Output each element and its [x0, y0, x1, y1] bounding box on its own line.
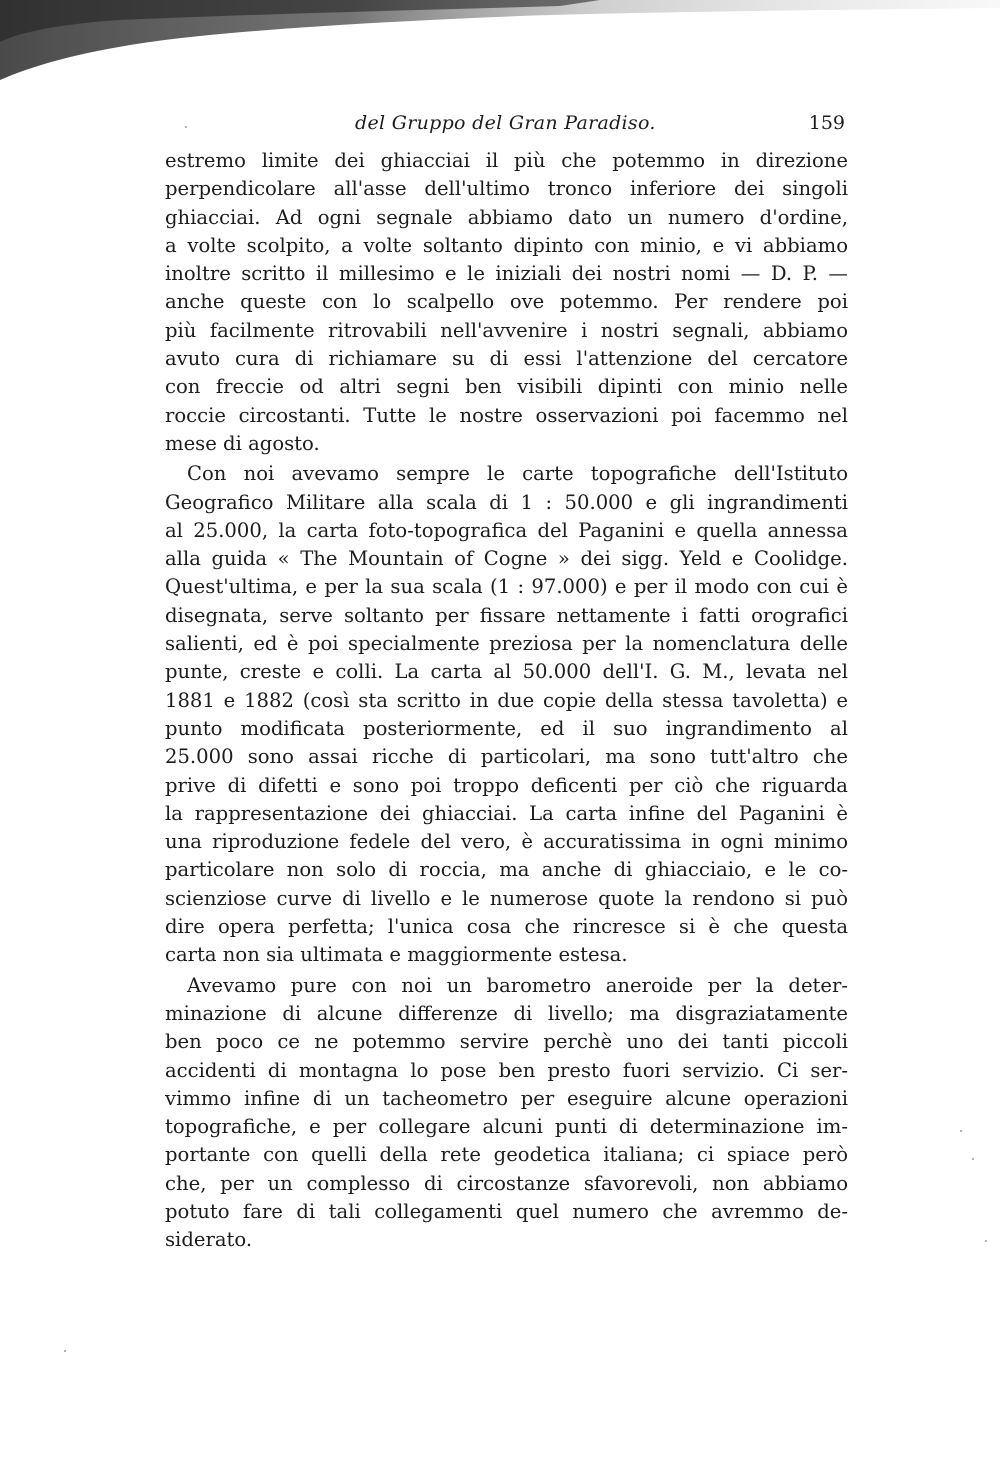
paragraph-3 — [165, 972, 848, 1255]
running-title: del Gruppo del Gran Paradiso. — [355, 112, 656, 134]
text-line: avuto cura di richiamare su di essi l'attenzione del cercatore — [165, 347, 848, 371]
paragraph-1 — [165, 147, 848, 458]
text-line: roccie circostanti. Tutte le nostre osservazioni poi facemmo nel — [165, 403, 848, 427]
text-line: estremo limite dei ghiacciai il più che potemmo in direzione — [165, 149, 848, 172]
text-line: vimmo infine di un tacheometro per eseguire alcune operazioni — [165, 1086, 848, 1110]
text-line: accidenti di montagna lo pose ben presto fuori servizio. Ci ser- — [165, 1058, 848, 1082]
text-line: prive di difetti e sono poi troppo deficenti per ciò che riguarda — [165, 773, 848, 797]
text-line: minazione di alcune differenze di livello; ma disgraziatamente — [165, 1001, 848, 1025]
scan-speck — [960, 1130, 962, 1132]
text-line: a volte scolpito, a volte soltanto dipinto con minio, e vi abbiamo — [165, 233, 848, 257]
text-line: che, per un complesso di circostanze sfavorevoli, non abbiamo — [165, 1171, 848, 1195]
scan-speck — [185, 126, 187, 128]
page-number: 159 — [808, 112, 845, 134]
text-line: una riproduzione fedele del vero, è accuratissima in ogni minimo — [165, 830, 848, 854]
text-line: siderato. — [165, 1228, 253, 1252]
body-text — [165, 147, 848, 1255]
text-line: 25.000 sono assai ricche di particolari, ma sono tutt'altro che — [165, 745, 848, 769]
text-line: particolare non solo di roccia, ma anche di ghiacciaio, e le co- — [165, 858, 848, 882]
text-line: la rappresentazione dei ghiacciai. La carta infine del Paganini è — [165, 801, 848, 825]
text-line: ghiacciai. Ad ogni segnale abbiamo dato un numero d'ordine, — [165, 205, 848, 229]
text-line: potuto fare di tali collegamenti quel numero che avremmo de- — [165, 1199, 848, 1223]
text-line: Avevamo pure con noi un barometro aneroide per la deter- — [187, 973, 848, 997]
running-head — [165, 112, 850, 140]
text-line: più facilmente ritrovabili nell'avvenire i nostri segnali, abbiamo — [165, 318, 848, 342]
text-line: punto modificata posteriormente, ed il suo ingrandimento al — [165, 716, 848, 740]
text-line: salienti, ed è poi specialmente preziosa per la nomenclatura delle — [165, 632, 848, 656]
text-line: inoltre scritto il millesimo e le iniziali dei nostri nomi — D. P. — — [165, 262, 848, 286]
text-line: ben poco ce ne potemmo servire perchè uno dei tanti piccoli — [165, 1030, 848, 1054]
text-line: portante con quelli della rete geodetica italiana; ci spiace però — [165, 1143, 848, 1167]
text-line: anche queste con lo scalpello ove potemmo. Per rendere poi — [165, 290, 848, 314]
text-line: alla guida « The Mountain of Cogne » dei sigg. Yeld e Coolidge. — [165, 547, 848, 571]
text-line: al 25.000, la carta foto-topografica del Paganini e quella annessa — [165, 518, 848, 542]
text-line: 1881 e 1882 (così sta scritto in due copie della stessa tavoletta) e — [165, 688, 848, 712]
text-line: perpendicolare all'asse dell'ultimo tronco inferiore dei singoli — [165, 177, 848, 201]
paragraph-2 — [165, 460, 848, 969]
text-line: disegnata, serve soltanto per fissare nettamente i fatti orografici — [165, 603, 848, 627]
text-line: dire opera perfetta; l'unica cosa che rincresce si è che questa — [165, 915, 848, 939]
scan-speck — [64, 1350, 66, 1352]
text-line: Quest'ultima, e per la sua scala (1 : 97.000) e per il modo con cui è — [165, 575, 848, 599]
text-line: punte, creste e colli. La carta al 50.000 dell'I. G. M., levata nel — [165, 660, 848, 684]
text-line: carta non sia ultimata e maggiormente estesa. — [165, 943, 628, 967]
scan-speck — [972, 1158, 974, 1160]
text-line: scienziose curve di livello e le numerose quote la rendono si può — [165, 886, 848, 910]
text-line: con freccie od altri segni ben visibili dipinti con minio nelle — [165, 375, 848, 399]
text-line: mese di agosto. — [165, 431, 320, 455]
text-line: topografiche, e per collegare alcuni punti di determinazione im- — [165, 1115, 848, 1139]
text-line: Con noi avevamo sempre le carte topografiche dell'Istituto — [187, 462, 848, 486]
scan-speck — [985, 1240, 987, 1242]
text-line: Geografico Militare alla scala di 1 : 50.000 e gli ingrandimenti — [165, 490, 848, 514]
